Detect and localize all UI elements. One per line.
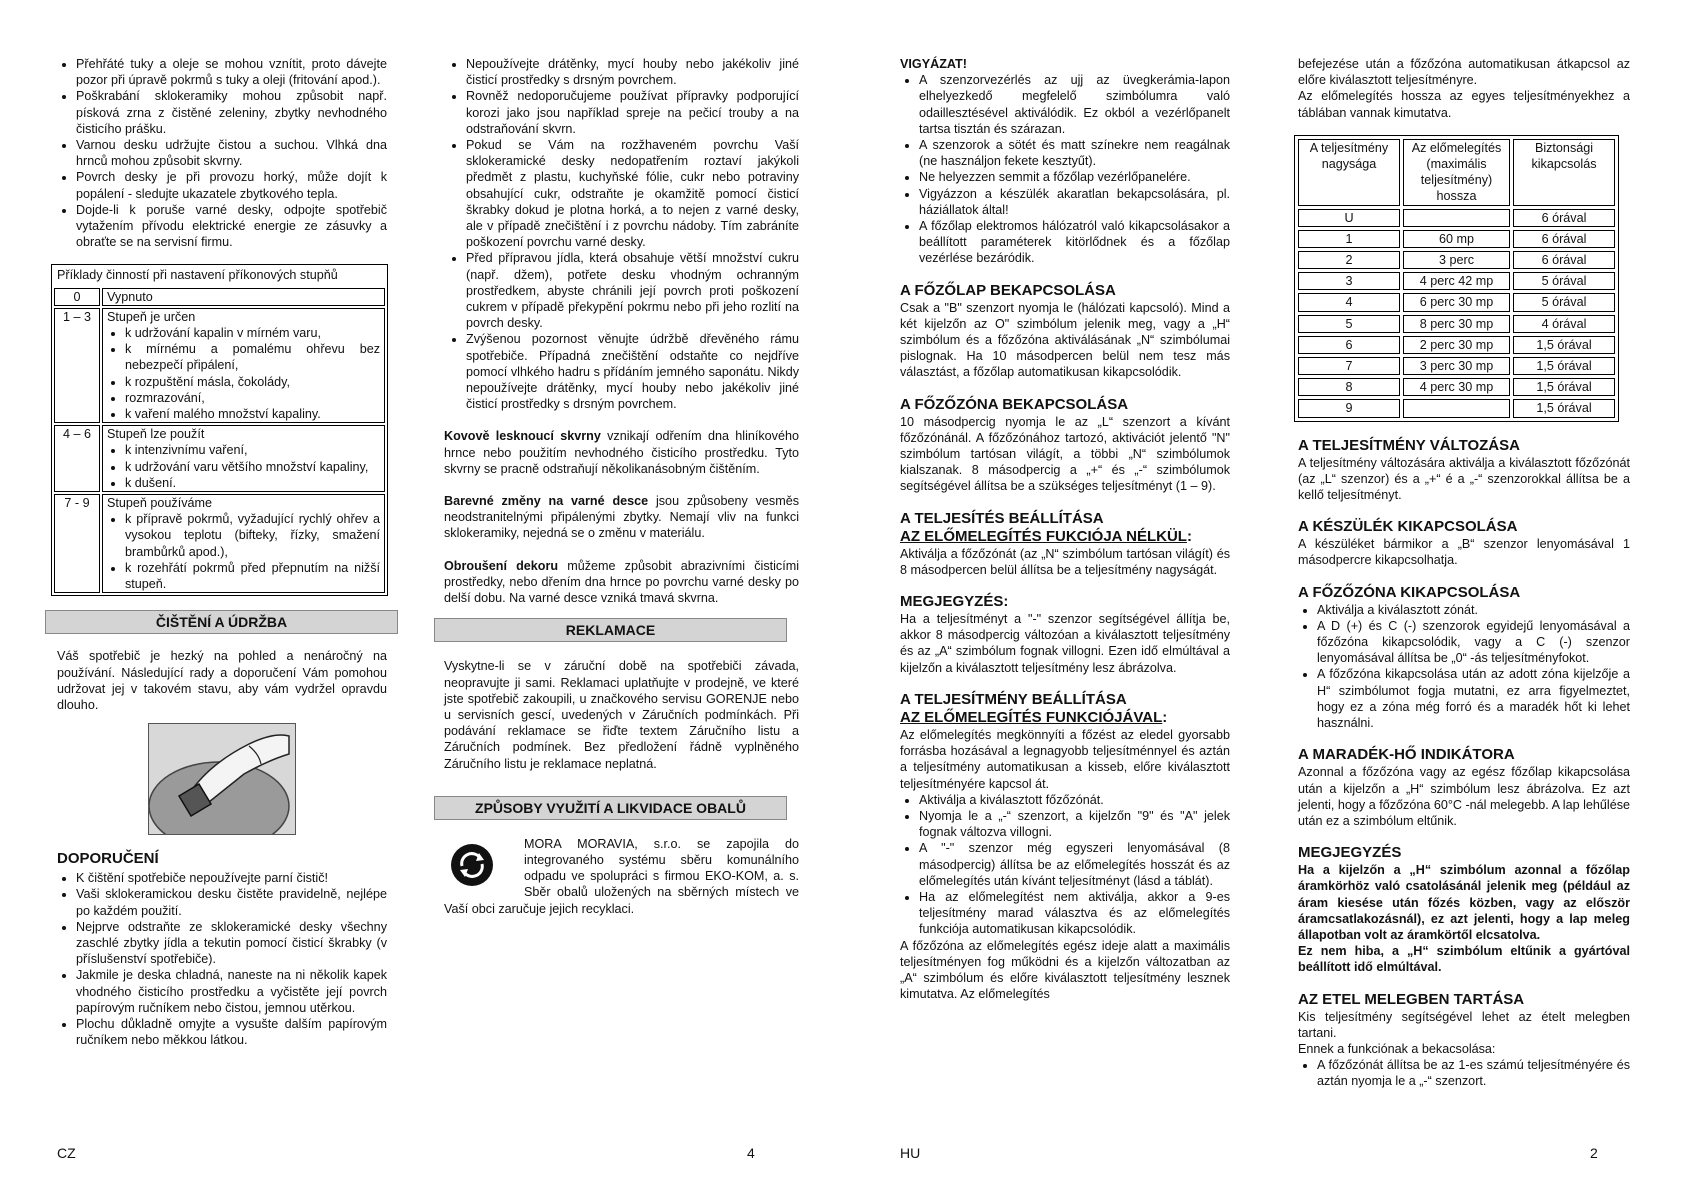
paragraph: A készüléket bármikor a „B“ szenzor lenyomásával 1 másodpercre kikapcsolhatja. bbox=[1298, 537, 1630, 568]
list-item: • Nejprve odstraňte ze sklokeramické desky všechny zaschlé zbytky jídla a tekutin pomocí čisticí škrabky (v příslušenství spotřebiče). bbox=[76, 919, 387, 968]
cell: 4 perc 42 mp bbox=[1403, 272, 1510, 290]
hu-column-2 bbox=[1298, 56, 1630, 1090]
list-item: • k dušení. bbox=[125, 475, 380, 491]
list-item: • Dojde-li k poruše varné desky, odpojte spotřebič vytažením přívodu elektrické energie ze zásuvky a obraťte se na servisní firmu. bbox=[76, 202, 387, 251]
paragraph: A főzőzóna az előmelegítés egész ideje alatt a maximális teljesítményen fog működni és a kijelzőn változatban az „A“ szimbólum és előre kiválasztott teljesítmény lesznek kimutatva. Az előmelegítés bbox=[900, 938, 1230, 1002]
table-row bbox=[1298, 251, 1615, 269]
paragraph: Csak a "B" szenzort nyomja le (hálózati kapcsoló). Mind a két kijelzőn az O" szimbólum jelenik meg, vagy a „H“ szimbólum és a főzőzóna aktiválásának „N“ szimbólumai pislognak. Ha 10 másodpercen belül nem tesz más választást, a főzőlap automatikusan kikapcsolódik. bbox=[900, 300, 1230, 380]
list-item: • Nepoužívejte drátěnky, mycí houby nebo jakékoliv jiné čisticí prostředky s drsným povrchem. bbox=[466, 56, 799, 88]
cell: 4 perc 30 mp bbox=[1403, 378, 1510, 396]
list-item: • k vaření malého množství kapaliny. bbox=[125, 406, 380, 422]
list-item: • Povrch desky je při provozu horký, může dojít k popálení - sledujte ukazatele zbytkového tepla. bbox=[76, 169, 387, 201]
cell: 2 bbox=[1298, 251, 1400, 269]
list-item: • Zvýšenou pozornost věnujte údržbě dřevěného rámu spotřebiče. Případná znečištění odstaňte co nejdříve pomocí vlhkého hadru s přídáním jemného saponátu. Nikdy nepoužívejte drátěnky, mycí houby nebo jakékoliv jiné čisticí prostředky s drsným povrchem. bbox=[466, 331, 799, 412]
list-item: • Nyomja le a „-“ szenzort, a kijelzőn "9" és "A" jelek fognak változva villogni. bbox=[919, 808, 1230, 840]
cell: 6 órával bbox=[1513, 230, 1615, 248]
cell: 1 bbox=[1298, 230, 1400, 248]
list-item: • Před přípravou jídla, která obsahuje větší množství cukru (např. džem), potřete desku vhodným ochranným prostředkem, abyste chránili její povrch proti poškození cukrem v případě překypění pokrmu nebo při jeho rozlití na povrch desky. bbox=[466, 250, 799, 331]
list-item: • Poškrabání sklokeramiky mohou způsobit např. písková zrna z čistěné zeleniny, zbytky nevhodného čisticího prášku. bbox=[76, 88, 387, 137]
list-item: • Vaši sklokeramickou desku čistěte pravidelně, nejlépe po každém použití. bbox=[76, 886, 387, 918]
table-row bbox=[1298, 336, 1615, 354]
heading-power-preheat: A TELJESÍTMÉNY BEÁLLÍTÁSA AZ ELŐMELEGÍTÉS FUNKCIÓJÁVAL: bbox=[900, 690, 1168, 726]
packaging-block bbox=[444, 836, 799, 917]
table-row bbox=[1298, 209, 1615, 227]
heading-zone-off: A FŐZŐZÓNA KIKAPCSOLÁSA bbox=[1298, 583, 1521, 601]
list-item: • A szenzorvezérlés az ujj az üvegkerámia-lapon elhelyezkedő megfelelő szimbólumra való odaillesztésével aktiválódik. Ez okból a vezérlőpanelt tartsa tisztán és szárazan. bbox=[919, 72, 1230, 137]
scraper-icon bbox=[149, 724, 295, 834]
footer-cz-label: CZ bbox=[57, 1145, 76, 1161]
preheat-table bbox=[1294, 135, 1619, 422]
preheat-table-grid bbox=[1295, 136, 1618, 421]
level-head: Stupeň je určen bbox=[107, 309, 196, 324]
table-header-row bbox=[1298, 139, 1615, 206]
cell: 3 bbox=[1298, 272, 1400, 290]
cell: 2 perc 30 mp bbox=[1403, 336, 1510, 354]
hu-column-1 bbox=[900, 56, 1230, 1002]
level-cell: 1 – 3 bbox=[54, 308, 100, 423]
levels-table-grid bbox=[52, 286, 387, 596]
cell: 7 bbox=[1298, 357, 1400, 375]
cell bbox=[1403, 209, 1510, 227]
cell: 4 órával bbox=[1513, 315, 1615, 333]
cell: 5 órával bbox=[1513, 272, 1615, 290]
level-cell: 4 – 6 bbox=[54, 425, 100, 492]
level-head: Stupeň lze použít bbox=[107, 427, 205, 442]
list-item: • A főzőzónát állítsa be az 1-es számú teljesítményére és aztán nyomja le a „-“ szenzort. bbox=[1317, 1057, 1630, 1089]
table-row bbox=[1298, 315, 1615, 333]
list-item: • Plochu důkladně omyjte a vysušte dalším papírovým ručníkem nebo měkkou látkou. bbox=[76, 1016, 387, 1048]
cell: 5 órával bbox=[1513, 293, 1615, 311]
zone-off-list bbox=[1298, 602, 1630, 732]
cell: 1,5 órával bbox=[1513, 357, 1615, 375]
paragraph: Kis teljesítmény segítségével lehet az ételt melegben tartani. bbox=[1298, 1009, 1630, 1040]
table-row bbox=[54, 494, 385, 593]
cell: 8 perc 30 mp bbox=[1403, 315, 1510, 333]
cleaning-intro: Váš spotřebič je hezký na pohled a nenáročný na používání. Následující rady a doporučení Vám pomohou udržovat jej v takovém stavu, aby vám vydržel opravdu dlouho. bbox=[57, 649, 387, 712]
preheat-steps-list bbox=[900, 792, 1230, 938]
table-row bbox=[54, 425, 385, 492]
keep-warm-list bbox=[1298, 1057, 1630, 1089]
packaging-paragraph: MORA MORAVIA, s.r.o. se zapojila do integrovaného systému sběru komunálního odpadu ve spolupráci s firmou EKO-KOM, a. s. Sběr obalů uložených na sběrných místech ve Vaší obci zaručuje jejich recyklaci. bbox=[444, 836, 799, 916]
metal-stains-paragraph: Kovově lesknoucí skvrny vznikají odřením dna hliníkového hrnce nebo použitím nevhodného čisticího prostředku. Tyto skvrny se pracně odstraňují několikanásobným čištěním. bbox=[444, 429, 799, 476]
level-head: Vypnuto bbox=[107, 289, 153, 304]
section-title-complaints: REKLAMACE bbox=[434, 618, 787, 642]
list-item: • Jakmile je deska chladná, naneste na ni několik kapek vhodného čisticího prostředku a vyčistěte její povrch papírovým ručníkem nebo čistou, jemnou utěrkou. bbox=[76, 967, 387, 1016]
heading-device-off: A KÉSZÜLÉK KIKAPCSOLÁSA bbox=[1298, 518, 1518, 536]
recycle-icon bbox=[444, 840, 524, 896]
heading-power-setting: A TELJESÍTÉS BEÁLLÍTÁSA AZ ELŐMELEGÍTÉS FUKCIÓJA NÉLKÜL: bbox=[900, 509, 1192, 545]
list-item: • Ha az előmelegítést nem aktiválja, akkor a 9-es teljesítmény marad választva és az előmelegítés funkciója automatikusan kikapcsolódik. bbox=[919, 889, 1230, 938]
scraper-illustration bbox=[148, 723, 296, 835]
list-item: • k přípravě pokrmů, vyžadující rychlý ohřev a vysokou teplotu (bifteky, řízky, smažení brambůrků apod.), bbox=[125, 511, 380, 560]
heading-cooktop-on: A FŐZŐLAP BEKAPCSOLÁSA bbox=[900, 281, 1116, 299]
list-item: • k intenzivnímu vaření, bbox=[125, 442, 380, 458]
cell: 4 bbox=[1298, 293, 1400, 311]
table-row bbox=[54, 308, 385, 423]
list-item: • k udržování kapalin v mírném varu, bbox=[125, 325, 380, 341]
paragraph: Ha a teljesítményt a "-" szenzor segítségével állítja be, akkor 8 másodpercig változóan a kiválasztott teljesítmény és az „A“ szimbólum fognak villogni. Ezen idő elmúltával a kijelzőn a kiválasztott teljesítmény lesz ábrázolva. bbox=[900, 612, 1230, 675]
list-item: • Aktiválja a kiválasztott zónát. bbox=[1317, 602, 1630, 618]
list-item: • A "-" szenzor még egyszeri lenyomásával (8 másodpercig) állítsa be az előmelegítés hosszát és az előmelegítés után kívánt teljesítményt (lásd a táblát). bbox=[919, 840, 1230, 889]
list-item: • A szenzorok a sötét és matt színekre nem reagálnak (ne használjon fekete kesztyűt). bbox=[919, 137, 1230, 169]
cell: 1,5 órával bbox=[1513, 336, 1615, 354]
level-cell: 7 - 9 bbox=[54, 494, 100, 593]
list-item: • Pokud se Vám na rozžhaveném povrchu Vaší sklokeramické desky nedopatřením roztaví jakýkoli předmět z plastu, kuchyňské fólie, cukr nebo potraviny obsahující cukr, odstraňte je okamžitě pomocí čisticí škrabky dokud je plotna horká, a to nejen z varné desky, ale v případě znečištění i z povrchu nádoby. Tím zabráníte poškození povrchu varné desky. bbox=[466, 137, 799, 250]
list-item: • Rovněž nedoporučujeme používat přípravky podporující korozi jako jsou například spreje na pečicí trouby a na odstraňování skvrn. bbox=[466, 88, 799, 137]
level-head: Stupeň používáme bbox=[107, 496, 213, 511]
paragraph: Azonnal a főzőzóna vagy az egész főzőlap kikapcsolása után a kijelzőn a „H“ szimbólum lesz ábrázolva. Ez azt jelenti, hogy a főzőzóna 60°C -nál melegebb. A lap lehűlése után ez a szimbólum eltűnik. bbox=[1298, 765, 1630, 828]
list-item: • Varnou desku udržujte čistou a suchou. Vlhká dna hrnců mohou způsobit skvrny. bbox=[76, 137, 387, 169]
decor-abrasion-paragraph: Obroušení dekoru můžeme způsobit abrazivními čisticími prostředky, nebo dřením dna hrnce po povrchu varné desky po delší dobu. Na varné desce vzniká tmavá skvrna. bbox=[444, 558, 800, 606]
cell: 8 bbox=[1298, 378, 1400, 396]
paragraph: A teljesítmény változására aktiválja a kiválasztott főzőzónát (az „L“ szenzor) és a „+“ é a „-“ szenzorokkal állítsa be a kellő teljesítményt. bbox=[1298, 455, 1630, 503]
table-row bbox=[54, 288, 385, 306]
section-title-packaging: ZPŮSOBY VYUŽITÍ A LIKVIDACE OBALŮ bbox=[434, 796, 787, 820]
paragraph: Aktiválja a főzőzónát (az „N“ szimbólum tartósan világít) és 8 másodpercen belül állítsa be a teljesítmény nagyságát. bbox=[900, 546, 1230, 577]
table-row bbox=[1298, 378, 1615, 396]
paragraph: Ez nem hiba, a „H“ szimbólum eltűnik a gyártóval beállított idő elmúltával. bbox=[1298, 944, 1630, 975]
table-row bbox=[1298, 230, 1615, 248]
table-row bbox=[1298, 357, 1615, 375]
list-item: • Přehřáté tuky a oleje se mohou vznítit, proto dávejte pozor při úpravě pokrmů s tuky a oleji (fritování apod.). bbox=[76, 56, 387, 88]
heading-note-2: MEGJEGYZÉS bbox=[1298, 844, 1402, 862]
list-item: • Vigyázzon a készülék akaratlan bekapcsolására, pl. háziállatok által! bbox=[919, 186, 1230, 218]
list-item: • Ne helyezzen semmit a főzőlap vezérlőpanelére. bbox=[919, 169, 1230, 185]
column-header: Biztonsági kikapcsolás bbox=[1513, 139, 1615, 206]
list-item: • k mírnému a pomalému ohřevu bez nebezpečí připálení, bbox=[125, 341, 380, 373]
heading-note: MEGJEGYZÉS: bbox=[900, 593, 1009, 611]
cell: 9 bbox=[1298, 399, 1400, 417]
footer-hu-page: 2 bbox=[1590, 1145, 1598, 1161]
cleaning-bullet-list bbox=[444, 56, 799, 412]
level-desc-cell bbox=[102, 425, 385, 492]
paragraph: Az előmelegítés megkönnyíti a főzést az eledel gyorsabb forrásba hozásával a legnagyobb teljesítménnyel és aztán a teljesítmény automatikusan a kisseb, előre kiválasztott teljesítményére kapcsol át. bbox=[900, 727, 1230, 791]
paragraph: Ha a kijelzőn a „H“ szimbólum azonnal a főzőlap áramkörhöz való csatolásánál jelenik meg (például az áram kiesése után főzés közben, vagy az először áramcsatlakozásnál), ez azt jelenti, hogy a lap meleg állapotban volt az áramkörtől elcsatolva. bbox=[1298, 863, 1630, 942]
list-item: • A D (+) és C (-) szenzorok egyidejű lenyomásával a főzőzóna kikapcsolódik, vagy a C (-) szenzor lenyomásával állítsa be „0“ -ás teljesítményfokot. bbox=[1317, 618, 1630, 667]
column-header: A teljesítmény nagysága bbox=[1298, 139, 1400, 206]
cell: 3 perc 30 mp bbox=[1403, 357, 1510, 375]
cell: 3 perc bbox=[1403, 251, 1510, 269]
list-item: • Aktiválja a kiválasztott főzőzónát. bbox=[919, 792, 1230, 808]
cell: 1,5 órával bbox=[1513, 378, 1615, 396]
cell: 5 bbox=[1298, 315, 1400, 333]
level-desc-cell bbox=[102, 494, 385, 593]
cell: 6 órával bbox=[1513, 209, 1615, 227]
recommendations-heading: DOPORUČENÍ bbox=[57, 850, 159, 868]
paragraph: Ennek a funkciónak a bekacsolása: bbox=[1298, 1041, 1496, 1056]
table-row bbox=[1298, 272, 1615, 290]
cell: U bbox=[1298, 209, 1400, 227]
table-row bbox=[1298, 399, 1615, 417]
footer-hu-label: HU bbox=[900, 1145, 921, 1161]
table-title: Příklady činností při nastavení příkonových stupňů bbox=[57, 268, 338, 283]
paragraph: 10 másodpercig nyomja le az „L“ szenzort a kívánt főzőzónánál. A főzőzónához tartozó, aktivációt jelentő "N" szimbólum tartósan világít, a többi „N“ szimbólumok kialszanak. 8 másodpercig a „+“ és „-“ szimbólumok segítségével állítsa be a szükséges teljesítményt (1 – 9). bbox=[900, 414, 1230, 494]
table-row bbox=[1298, 293, 1615, 311]
level-desc-cell bbox=[102, 308, 385, 423]
paragraph: befejezése után a főzőzóna automatikusan átkapcsol az előre kiválasztott teljesítményre. bbox=[1298, 57, 1630, 88]
power-levels-table bbox=[51, 264, 388, 596]
list-item: • k rozehřátí pokrmů před přepnutím na nižší stupeň. bbox=[125, 560, 380, 592]
list-item: • k udržování varu většího množství kapaliny, bbox=[125, 459, 380, 475]
heading-keep-warm: AZ ETEL MELEGBEN TARTÁSA bbox=[1298, 990, 1525, 1008]
list-item: • K čištění spotřebiče nepoužívejte parní čistič! bbox=[76, 870, 387, 886]
list-item: • A főzőzóna kikapcsolása után az adott zóna kijelzője a H“ szimbólumot fogja mutatni, ez arra figyelmeztet, hogy ez a zóna még forró és a maradék hőt ki lehet használni. bbox=[1317, 666, 1630, 731]
cell bbox=[1403, 399, 1510, 417]
warning-title: VIGYÁZAT! bbox=[900, 57, 967, 71]
recommendations-list bbox=[57, 870, 387, 1048]
cell: 6 perc 30 mp bbox=[1403, 293, 1510, 311]
warning-list bbox=[900, 72, 1230, 266]
heading-residual-heat: A MARADÉK-HŐ INDIKÁTORA bbox=[1298, 746, 1515, 764]
level-cell: 0 bbox=[54, 288, 100, 306]
cell: 6 órával bbox=[1513, 251, 1615, 269]
section-title-cleaning: ČIŠTĚNÍ A ÚDRŽBA bbox=[45, 610, 398, 634]
level-desc-cell bbox=[102, 288, 385, 306]
safety-bullet-list bbox=[57, 56, 387, 250]
footer-cz-page: 4 bbox=[747, 1145, 755, 1161]
heading-power-change: A TELJESÍTMÉNY VÁLTOZÁSA bbox=[1298, 436, 1520, 454]
cell: 60 mp bbox=[1403, 230, 1510, 248]
cell: 6 bbox=[1298, 336, 1400, 354]
paragraph: Az előmelegítés hossza az egyes teljesítményekhez a táblában vannak kimutatva. bbox=[1298, 89, 1630, 120]
cz-column-1 bbox=[57, 56, 387, 1048]
cz-column-2 bbox=[444, 56, 799, 917]
complaints-paragraph: Vyskytne-li se v záruční době na spotřebiči závada, neopravujte ji sami. Reklamaci uplatňujte v prodejně, ve které jste spotřebič zakoupili, u značkového servisu GORENJE nebo u servisních gescí, uvedených v Záručních podmínkách. Při podávání reklamace se řiďte textem Záručního listu a Záručních podmínek. Bez předložení řádně vyplněného Záručního listu je reklamace neplatná. bbox=[444, 659, 799, 771]
list-item: • rozmrazování, bbox=[125, 390, 380, 406]
list-item: • A főzőlap elektromos hálózatról való kikapcsolásakor a beállított paraméterek kitörlődnek és a főzőlap vezérlése bezáródik. bbox=[919, 218, 1230, 267]
cell: 1,5 órával bbox=[1513, 399, 1615, 417]
heading-zone-on: A FŐZŐZÓNA BEKAPCSOLÁSA bbox=[900, 395, 1129, 413]
column-header: Az előmelegítés (maximális teljesítmény) hossza bbox=[1403, 139, 1510, 206]
color-changes-paragraph: Barevné změny na varné desce jsou způsobeny vesměs neodstranitelnými připálenými zbytky. Nemají vliv na funkci sklokeramiky, nejedná se o změnu v materiálu. bbox=[444, 494, 799, 541]
list-item: • k rozpuštění másla, čokolády, bbox=[125, 374, 380, 390]
